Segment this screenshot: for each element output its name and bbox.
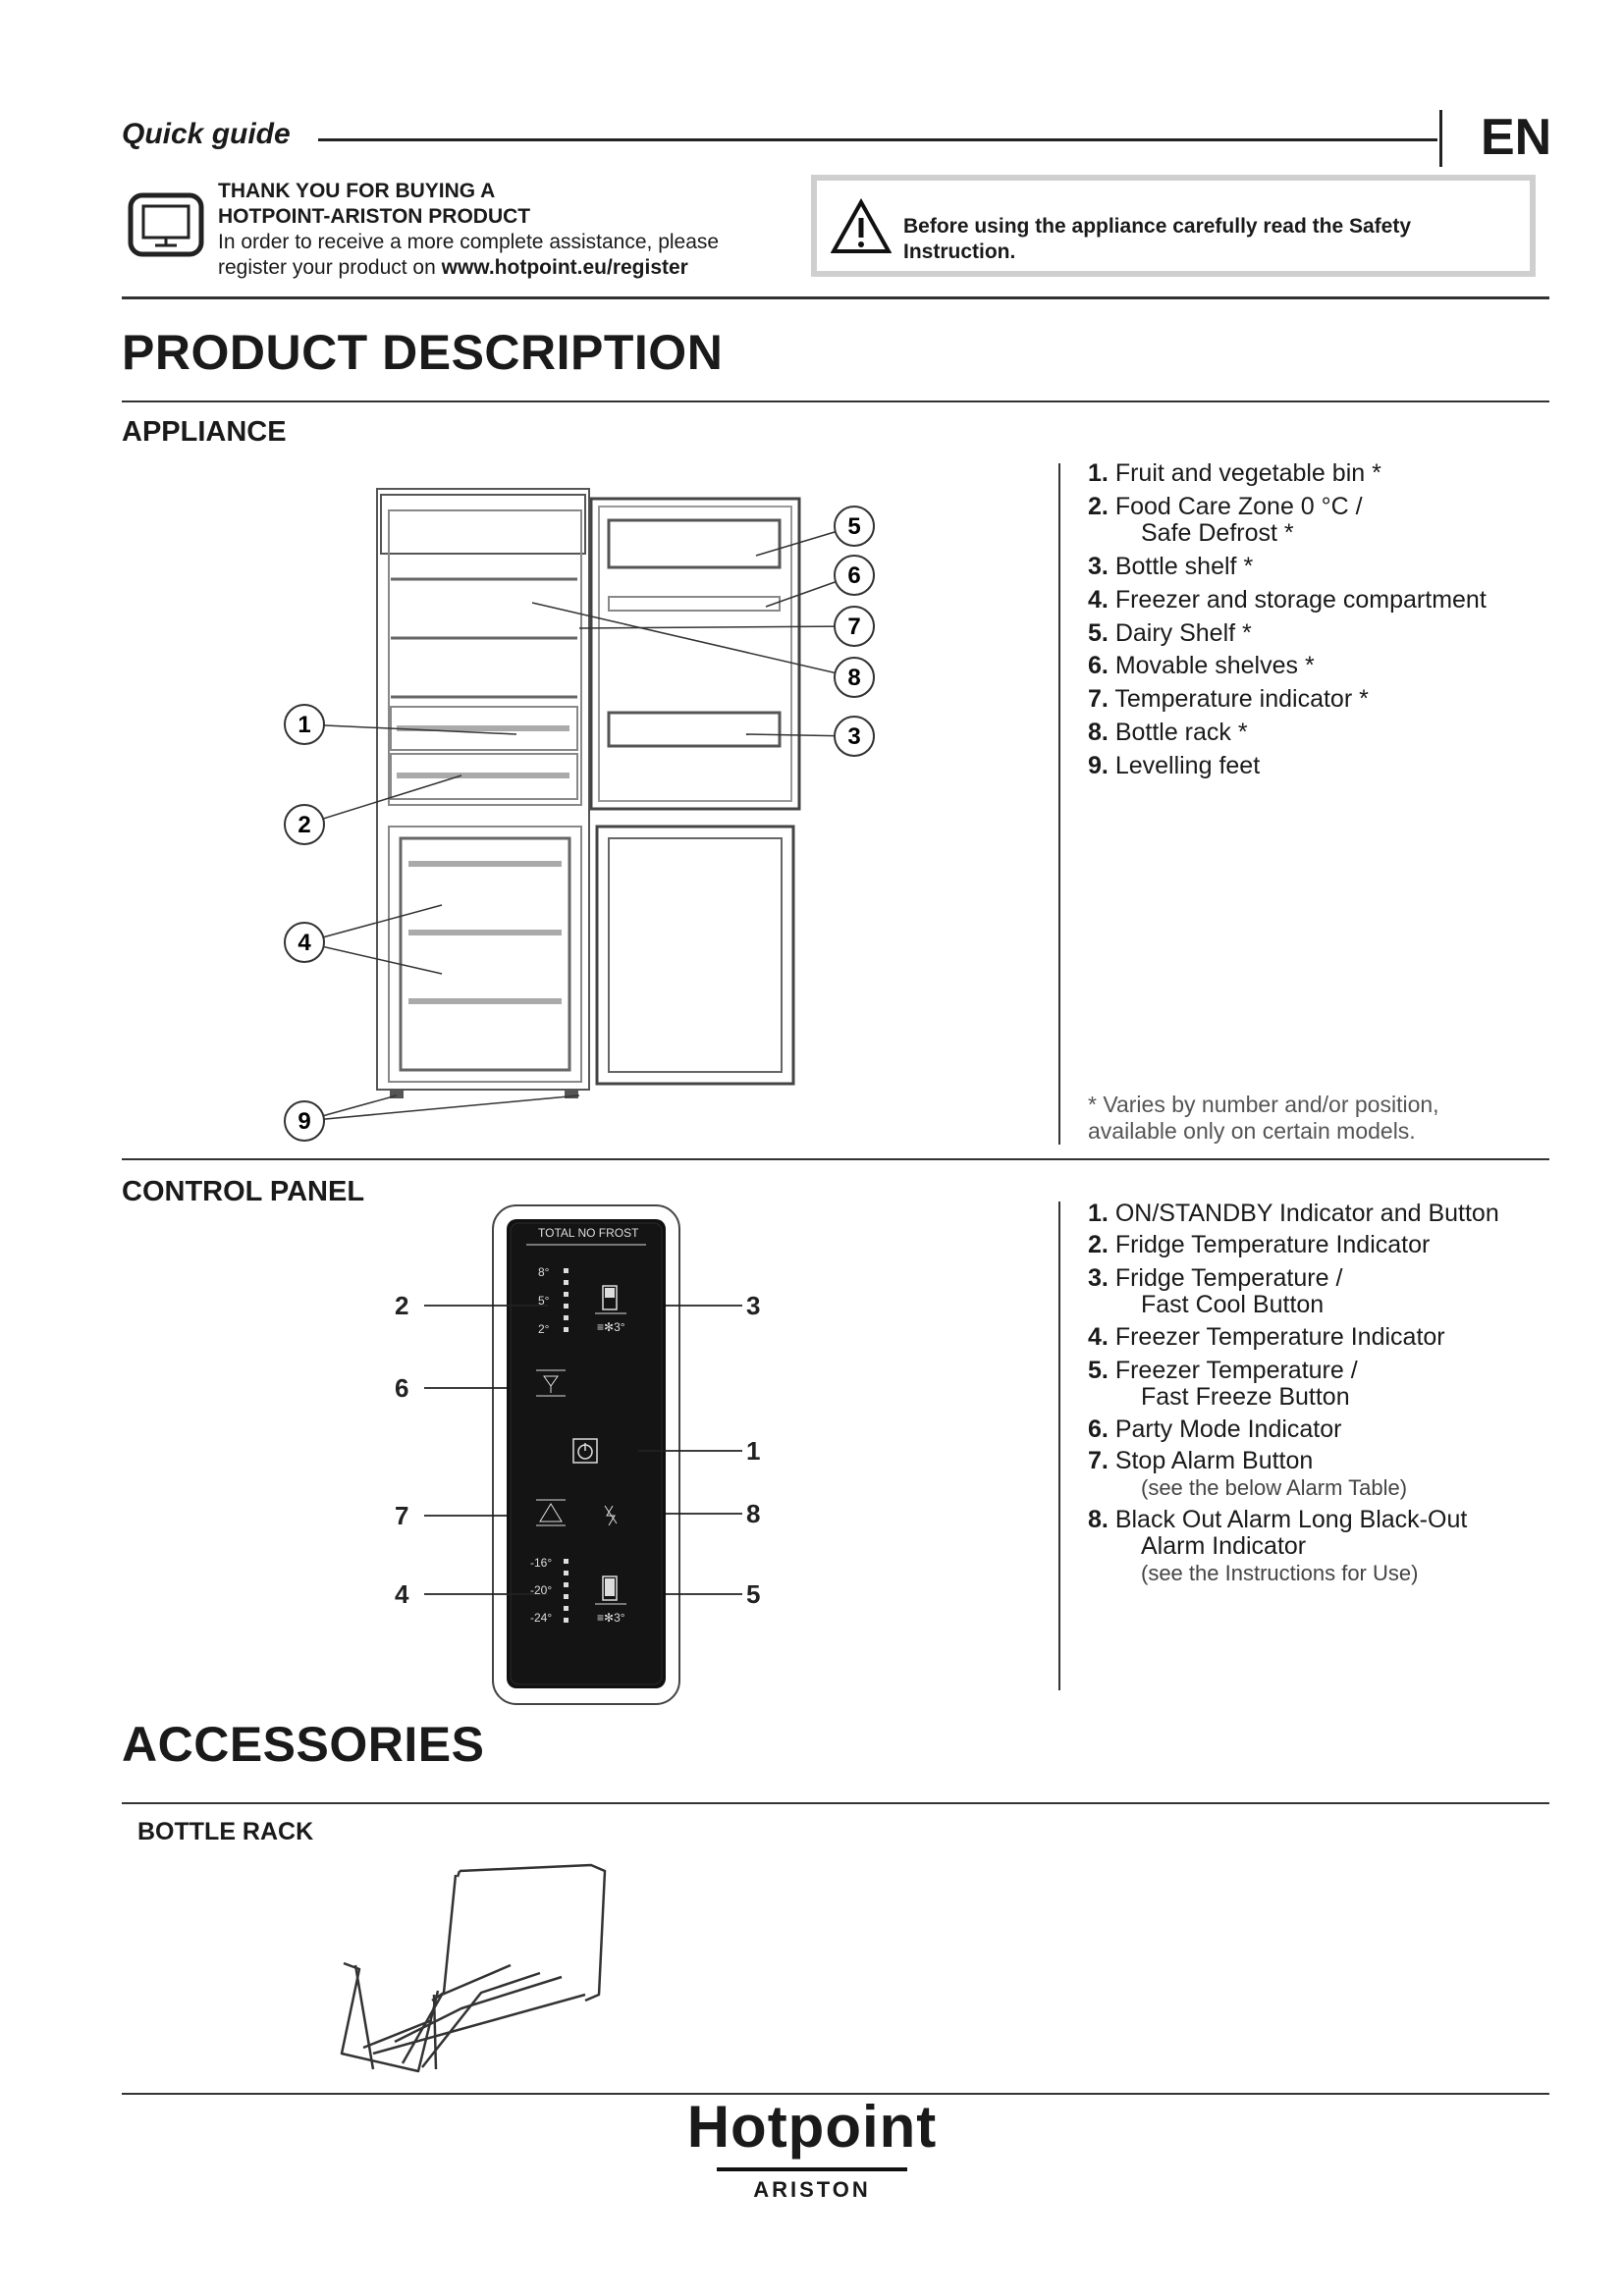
control-item-7-note: (see the below Alarm Table) xyxy=(1141,1475,1408,1500)
panel-label-5: 5 xyxy=(746,1579,761,1609)
control-item-1: 1. ON/STANDBY Indicator and Button xyxy=(1088,1200,1499,1227)
svg-text:5: 5 xyxy=(847,513,861,540)
svg-text:1: 1 xyxy=(298,712,311,738)
control-item-5-cont: Fast Freeze Button xyxy=(1141,1383,1350,1411)
thank-line-2: HOTPOINT-ARISTON PRODUCT xyxy=(218,205,531,228)
control-item-8-note: (see the Instructions for Use) xyxy=(1141,1561,1419,1585)
warning-icon xyxy=(831,198,892,255)
panel-label-3: 3 xyxy=(746,1291,761,1320)
safety-line-2: Instruction. xyxy=(903,240,1016,263)
callout-6 xyxy=(835,556,874,595)
appliance-item-8: 8. Bottle rack * xyxy=(1088,719,1248,746)
header-rule-tick xyxy=(1439,110,1442,167)
control-item-8-cont: Alarm Indicator xyxy=(1141,1532,1307,1560)
brand-sub-logo: ARISTON xyxy=(753,2177,871,2202)
title-rule xyxy=(122,400,1549,402)
control-item-5: 5. Freezer Temperature / xyxy=(1088,1357,1358,1384)
appliance-item-9: 9. Levelling feet xyxy=(1088,752,1261,779)
panel-label-8: 8 xyxy=(746,1499,761,1528)
footnote-line-2: available only on certain models. xyxy=(1088,1118,1416,1144)
svg-text:3: 3 xyxy=(847,723,861,750)
panel-label-1: 1 xyxy=(746,1436,761,1466)
appliance-drawing xyxy=(275,481,884,1148)
control-item-2: 2. Fridge Temperature Indicator xyxy=(1088,1231,1431,1258)
svg-text:8: 8 xyxy=(847,665,861,691)
panel-label-2: 2 xyxy=(395,1291,409,1320)
product-description-title: PRODUCT DESCRIPTION xyxy=(122,325,724,380)
thank-line-4: register your product on xyxy=(218,256,442,279)
control-item-8: 8. Black Out Alarm Long Black-Out xyxy=(1088,1506,1468,1533)
appliance-item-4: 4. Freezer and storage compartment xyxy=(1088,586,1487,614)
appliance-divider xyxy=(1058,463,1060,1145)
safety-line-1: Before using the appliance carefully read the Safety xyxy=(903,215,1411,238)
freezer-temp-24: -24° xyxy=(530,1611,553,1625)
control-item-3-cont: Fast Cool Button xyxy=(1141,1291,1325,1318)
svg-text:6: 6 xyxy=(847,562,861,589)
fast-cool-label: ≡✻3° xyxy=(597,1320,625,1334)
section-rule xyxy=(122,296,1549,299)
fast-freeze-label: ≡✻3° xyxy=(597,1611,625,1625)
control-item-4: 4. Freezer Temperature Indicator xyxy=(1088,1323,1445,1351)
panel-title: TOTAL NO FROST xyxy=(538,1226,639,1240)
freezer-temp-16: -16° xyxy=(530,1556,553,1570)
safety-text xyxy=(903,214,1492,265)
accessories-title: ACCESSORIES xyxy=(122,1717,485,1772)
callout-4 xyxy=(285,923,324,962)
appliance-list xyxy=(1088,457,1540,791)
control-list xyxy=(1088,1198,1559,1590)
safety-notice xyxy=(811,175,1536,277)
appliance-item-7: 7. Temperature indicator * xyxy=(1088,685,1369,713)
svg-text:2: 2 xyxy=(298,812,311,838)
appliance-item-6: 6. Movable shelves * xyxy=(1088,652,1315,679)
svg-text:4: 4 xyxy=(298,930,311,956)
freezer-temp-20: -20° xyxy=(530,1583,553,1597)
callout-1 xyxy=(285,705,324,744)
control-divider xyxy=(1058,1201,1060,1690)
appliance-footnote xyxy=(1088,1092,1439,1145)
thank-line-1: THANK YOU FOR BUYING A xyxy=(218,180,496,202)
register-link[interactable]: www.hotpoint.eu/register xyxy=(441,256,688,279)
callout-2 xyxy=(285,805,324,844)
callout-9 xyxy=(285,1101,324,1141)
appliance-heading: APPLIANCE xyxy=(122,416,287,448)
callout-3 xyxy=(835,717,874,756)
appliance-item-2: 2. Food Care Zone 0 °C / xyxy=(1088,493,1363,520)
logo-bar xyxy=(717,2167,907,2171)
fridge-temp-5: 5° xyxy=(538,1294,550,1308)
fridge-temp-2: 2° xyxy=(538,1322,550,1336)
bottle-rack-drawing xyxy=(334,1847,628,2083)
appliance-item-1: 1. Fruit and vegetable bin * xyxy=(1088,459,1381,487)
svg-text:9: 9 xyxy=(298,1108,311,1135)
callout-5 xyxy=(835,507,874,546)
panel-label-7: 7 xyxy=(395,1501,409,1530)
control-panel-heading: CONTROL PANEL xyxy=(122,1176,365,1207)
quick-guide-label: Quick guide xyxy=(122,118,291,150)
control-item-3: 3. Fridge Temperature / xyxy=(1088,1264,1343,1292)
thank-line-3: In order to receive a more complete assistance, please xyxy=(218,231,720,253)
appliance-bottom-rule xyxy=(122,1158,1549,1160)
brand-logo: Hotpoint xyxy=(686,2094,938,2160)
appliance-item-5: 5. Dairy Shelf * xyxy=(1088,619,1252,647)
control-panel-drawing xyxy=(373,1201,785,1708)
appliance-item-2-cont: Safe Defrost * xyxy=(1141,519,1294,547)
control-item-6: 6. Party Mode Indicator xyxy=(1088,1415,1342,1443)
bottle-rack-heading: BOTTLE RACK xyxy=(137,1818,314,1845)
callout-8 xyxy=(835,658,874,697)
accessories-rule xyxy=(122,1802,1549,1804)
thank-you-block xyxy=(218,179,719,281)
panel-label-6: 6 xyxy=(395,1373,409,1403)
svg-text:7: 7 xyxy=(847,614,861,640)
control-item-7: 7. Stop Alarm Button xyxy=(1088,1447,1314,1474)
appliance-item-3: 3. Bottle shelf * xyxy=(1088,553,1254,580)
panel-label-4: 4 xyxy=(395,1579,409,1609)
header-rule xyxy=(318,138,1437,141)
footnote-line-1: * Varies by number and/or position, xyxy=(1088,1092,1439,1117)
computer-icon xyxy=(128,192,204,263)
callout-7 xyxy=(835,607,874,646)
language-code: EN xyxy=(1481,109,1552,166)
fridge-temp-8: 8° xyxy=(538,1265,550,1279)
